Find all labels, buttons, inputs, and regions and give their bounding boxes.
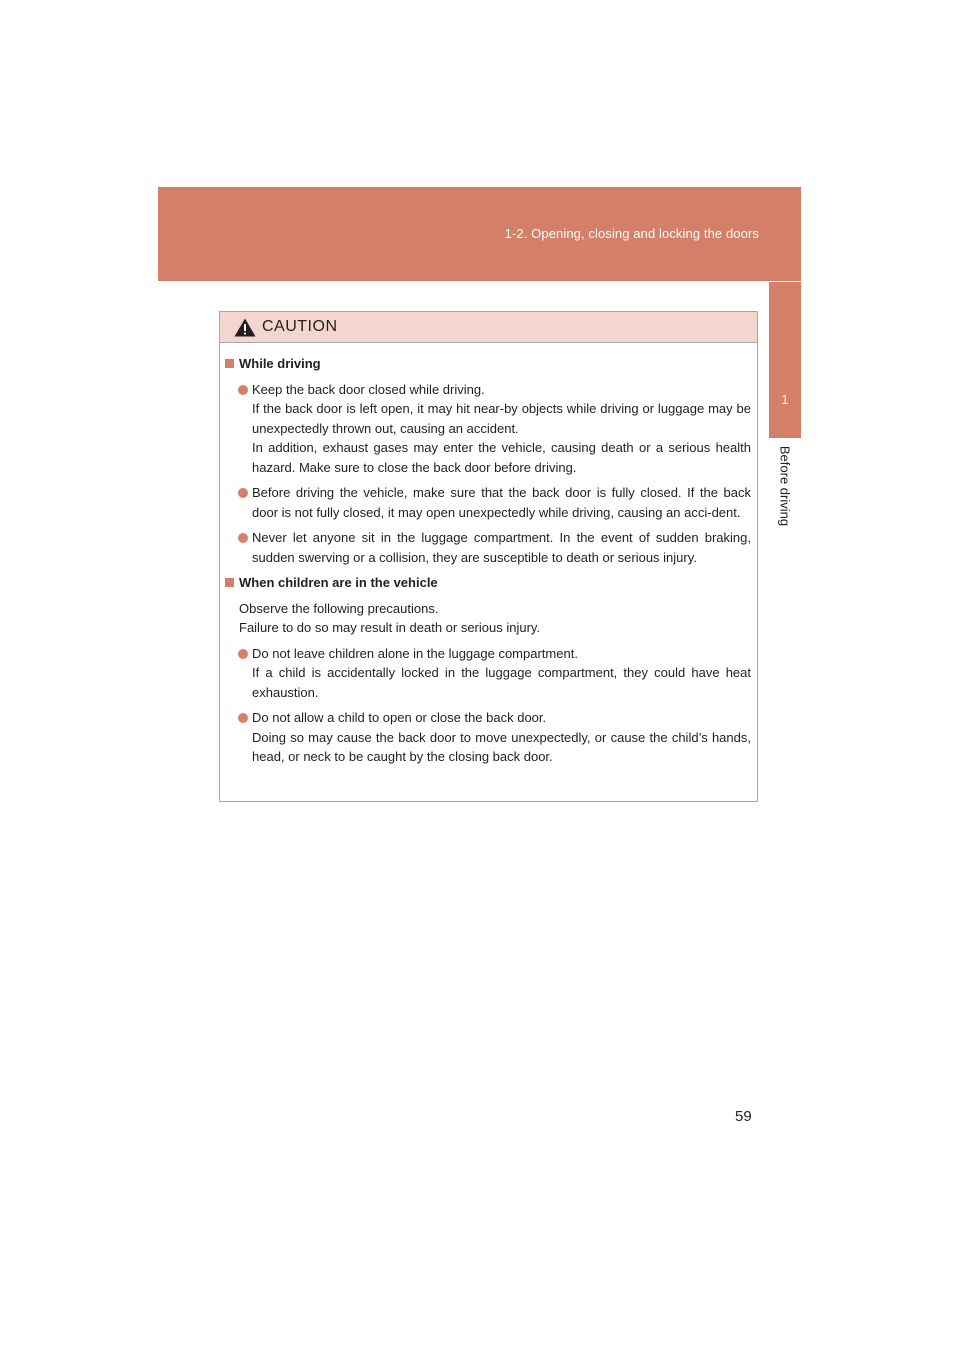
page-number: 59 — [735, 1108, 752, 1125]
square-bullet-icon — [225, 578, 234, 587]
chapter-number: 1 — [781, 392, 789, 407]
round-bullet-icon — [238, 649, 248, 659]
caution-header — [220, 312, 757, 343]
section-heading: When children are in the vehicle — [224, 573, 751, 593]
list-item: Never let anyone sit in the luggage compartment. In the event of sudden braking, sudden swerving or a collision, they are susceptible to death or serious injury. — [224, 528, 751, 567]
caution-body — [220, 343, 757, 767]
square-bullet-icon — [225, 359, 234, 368]
section-title: 1-2. Opening, closing and locking the doors — [504, 226, 759, 241]
caution-title: CAUTION — [262, 318, 338, 335]
list-item: Do not allow a child to open or close the back door. Doing so may cause the back door to move unexpectedly, or cause the child’s hands, head, or neck to be caught by the closing back door. — [224, 708, 751, 767]
chapter-label: Before driving — [777, 445, 793, 527]
round-bullet-icon — [238, 488, 248, 498]
list-item: Do not leave children alone in the luggage compartment. If a child is accidentally locked in the luggage compartment, they could have heat exhaustion. — [224, 644, 751, 703]
round-bullet-icon — [238, 713, 248, 723]
intro-text: Observe the following precautions. Failure to do so may result in death or serious injury. — [239, 600, 541, 635]
list-item: Keep the back door closed while driving. If the back door is left open, it may hit near-by objects while driving or luggage may be unexpectedly thrown out, causing an accident. In addition, exhaust gases may enter the vehicle, causing death or a serious health hazard. Make sure to close the back door before driving. — [224, 380, 751, 478]
round-bullet-icon — [238, 533, 248, 543]
caution-box — [219, 311, 758, 802]
header-band — [158, 187, 801, 281]
list-item: Before driving the vehicle, make sure that the back door is fully closed. If the back door is not fully closed, it may open unexpectedly while driving, causing an acci-dent. — [224, 483, 751, 522]
section-heading: While driving — [224, 354, 751, 374]
chapter-tab — [769, 282, 801, 438]
warning-icon — [234, 318, 256, 337]
round-bullet-icon — [238, 385, 248, 395]
